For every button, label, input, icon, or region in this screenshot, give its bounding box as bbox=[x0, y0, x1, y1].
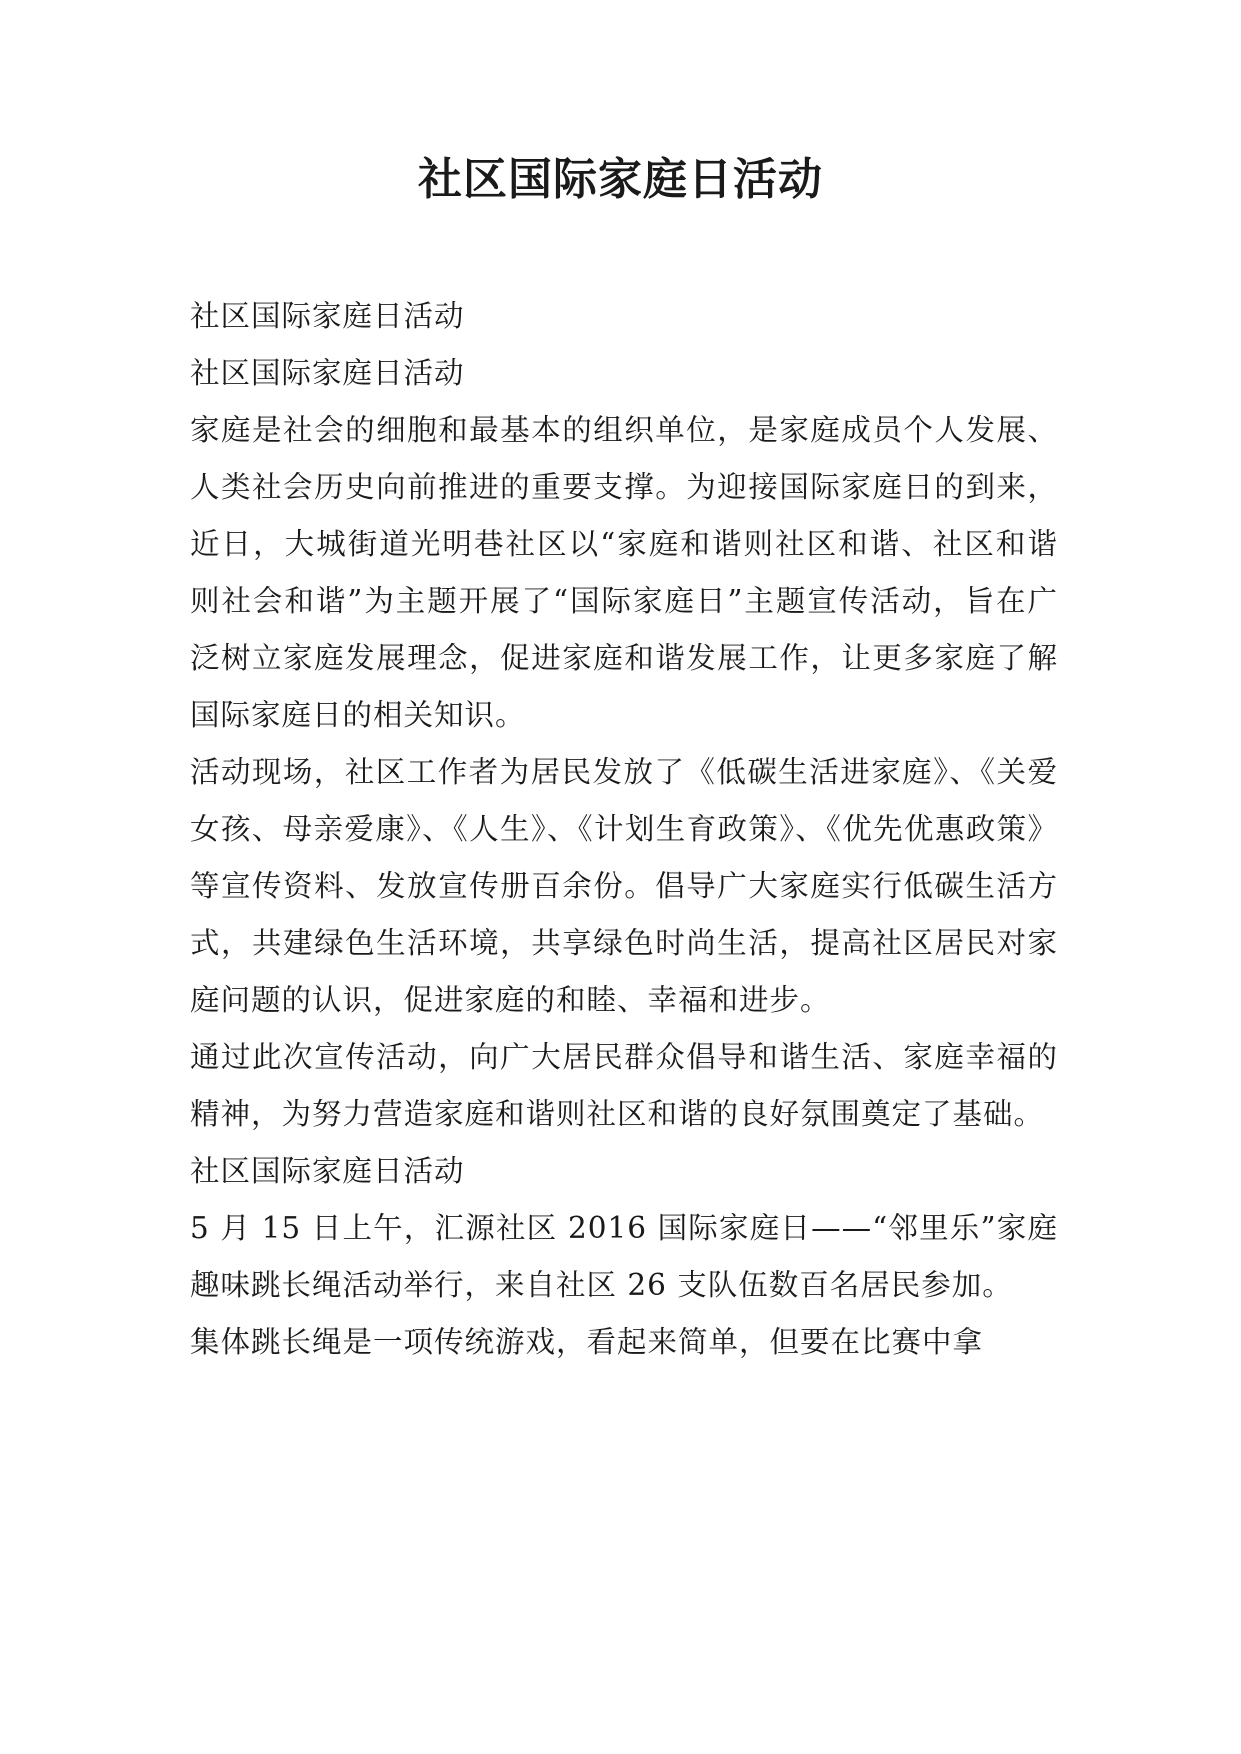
subheading: 社区国际家庭日活动 bbox=[190, 299, 465, 333]
body-paragraph: 5 月 15 日上午，汇源社区 2016 国际家庭日——“邻里乐”家庭趣味跳长绳活动举行，来自社区 26 支队伍数百名居民参加。 bbox=[190, 1211, 1058, 1302]
body-paragraph: 通过此次宣传活动，向广大居民群众倡导和谐生活、家庭幸福的精神，为努力营造家庭和谐则社区和谐的良好氛围奠定了基础。 bbox=[190, 1040, 1058, 1131]
body-paragraph: 集体跳长绳是一项传统游戏，看起来简单，但要在比赛中拿 bbox=[190, 1325, 984, 1359]
subheading: 社区国际家庭日活动 bbox=[190, 1154, 465, 1188]
body-paragraph: 家庭是社会的细胞和最基本的组织单位，是家庭成员个人发展、人类社会历史向前推进的重要支撑。为迎接国际家庭日的到来，近日，大城街道光明巷社区以“家庭和谐则社区和谐、社区和谐则社会和谐”为主题开展了“国际家庭日”主题宣传活动，旨在广泛树立家庭发展理念，促进家庭和谐发展工作，让更多家庭了解国际家庭日的相关知识。 bbox=[190, 413, 1058, 732]
subheading: 社区国际家庭日活动 bbox=[190, 356, 465, 390]
document-title: 社区国际家庭日活动 bbox=[418, 154, 823, 205]
body-paragraph: 活动现场，社区工作者为居民发放了《低碳生活进家庭》、《关爱女孩、母亲爱康》、《人生》、《计划生育政策》、《优先优惠政策》等宣传资料、发放宣传册百余份。倡导广大家庭实行低碳生活方式，共建绿色生活环境，共享绿色时尚生活，提高社区居民对家庭问题的认识，促进家庭的和睦、幸福和进步。 bbox=[190, 755, 1058, 1017]
document-body bbox=[190, 288, 1058, 1371]
